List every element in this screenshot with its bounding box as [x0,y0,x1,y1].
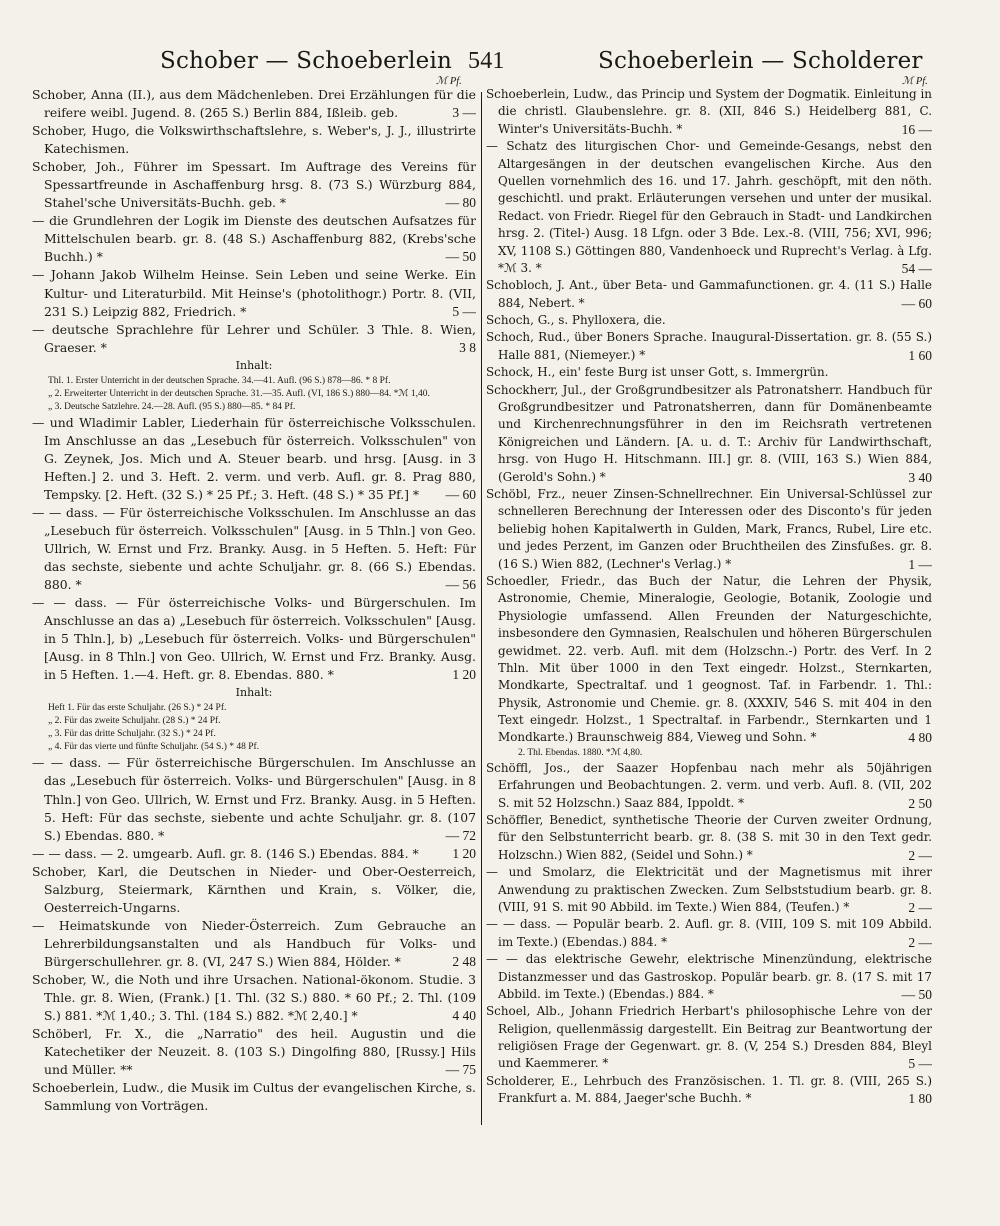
catalog-entry [486,86,932,138]
header-left-title: Schober — Schoeberlein [160,48,453,74]
entry-text: — — dass. — Für österreichische Volksschulen. Im Anschlusse an das „Lesebuch für österreich. Volksschulen" [Ausg. in 5 Thln.] von Geo. Ullrich, W. Ernst und Frz. Branky. Ausg. in 5 Heften. 5. Heft: Für das sechste, siebente und achte Schuljahr. gr. 8. (66 S.) Ebendas. 880. * [32,504,476,593]
catalog-entry [32,321,476,357]
entry-text: — die Grundlehren der Logik im Dienste des deutschen Aufsatzes für Mittelschulen bearb. gr. 8. (48 S.) Aschaffenburg 882, (Krebs'sche Buchh.) * [32,213,476,265]
entry-text: Schoel, Alb., Johann Friedrich Herbart's philosophische Lehre von der Religion, quellenmässig dargestellt. Ein Beitrag zur Beantwortung der religiösen Frage der Gegenwart. gr. 8. (V, 254 S.) Dresden 884, Bleyl und Kaemmerer. * [486,1004,932,1071]
entry-price: 1 80 [903,1090,932,1107]
catalog-entry [486,312,932,329]
entry-text: — Schatz des liturgischen Chor- und Gemeinde-Gesangs, nebst den Altargesängen in der deutschen evangelischen Kirche. Aus den Quellen vornehmlich des 16. und 17. Jahrh. geschöpft, mit den nöth. geschichtl. und prakt. Erläuterungen versehen und unter der musikal. Redact. von Friedr. Riegel für den Gebrauch in Stadt- und Landkirchen hrsg. 2. (Titel-) Ausg. 18 Lfgn. oder 3 Bde. Lex.-8. (VIII, 756; XVI, 996; XV, 1108 S.) Göttingen 880, Vandenhoeck und Ruprecht's Verlag. à Lfg. *ℳ 3. * [486,139,932,275]
catalog-entry [32,594,476,684]
entry-price: 54 — [897,260,932,277]
entry-price: 2 — [903,899,932,916]
entry-text: Schoch, Rud., über Boners Sprache. Inaugural-Dissertation. gr. 8. (55 S.) Halle 881, (Niemeyer.) * [486,330,932,362]
contents-line: Thl. 1. Erster Unterricht in der deutschen Sprache. 34.—41. Aufl. (96 S.) 878—86. * 8 Pf. [48,375,391,386]
contents-block [486,747,932,760]
entry-price: 5 — [903,1055,932,1072]
left-price-column-header: ℳ Pf. [436,76,462,87]
left-column [32,86,476,1126]
catalog-entry [486,573,932,747]
entry-text: — und Wladimir Labler, Liederhain für österreichische Volksschulen. Im Anschlusse an das „Lesebuch für österreich. Volksschulen" von G. Zeynek, Jos. Mich und A. Steuer bearb. und hrsg. [Ausg. in 3 Heften.] 2. und 3. Heft. 2. verm. und verb. Aufl. gr. 8. Prag 880, Tempsky. [2. Heft. (32 S.) * 25 Pf.; 3. Heft. (48 S.) * 35 Pf.] * [32,414,476,502]
entry-text: — — das elektrische Gewehr, elektrische Minenzündung, elektrische Distanzmesser und das Gastroskop. Populär bearb. gr. 8. (17 S. mit 17 Abbild. im Texte.) (Ebendas.) 884. * [486,952,932,1001]
catalog-entry [32,917,476,971]
catalog-entry [32,266,476,320]
header-right-title: Schoeberlein — Scholderer [598,48,923,74]
entry-price: 2 — [903,934,932,951]
contents-line: Heft 1. Für das erste Schuljahr. (26 S.) * 24 Pf. [48,703,227,714]
contents-line: „ 3. Für das dritte Schuljahr. (32 S.) * 24 Pf. [48,729,216,740]
catalog-entry [486,364,932,381]
entry-price: 2 48 [447,953,476,971]
catalog-entry [32,122,476,158]
entry-price: 1 — [903,556,932,573]
catalog-entry [32,414,476,504]
entry-text: Schoeberlein, Ludw., das Princip und System der Dogmatik. Einleitung in die christl. Glaubenslehre. gr. 8. (XII, 846 S.) Heidelberg 881, C. Winter's Universitäts-Buchh. * [486,87,932,136]
entry-text: Schöberl, Fr. X., die „Narratio" des heil. Augustin und die Katechetiker der Neuzeit. 8. (103 S.) Dingolfing 880, [Russy.] Hils und Müller. ** [32,1026,476,1078]
entry-price: 16 — [897,121,932,138]
entry-price: 2 — [903,847,932,864]
contents-block [32,357,476,414]
catalog-entry [486,1003,932,1073]
entry-price: — 60 [441,486,476,504]
entry-text: Schober, Hugo, die Volkswirthschaftslehre, s. Weber's, J. J., illustrirte Katechismen. [32,123,476,157]
entry-text: Schock, H., ein' feste Burg ist unser Gott, s. Immergrün. [486,365,829,380]
catalog-entry [486,760,932,812]
entry-price: 1 60 [903,347,932,364]
catalog-entry [32,212,476,266]
entry-text: Schober, Karl, die Deutschen in Nieder- und Ober-Oesterreich, Salzburg, Steiermark, Kärnthen und Krain, s. Völker, die, Oesterreich-Ungarns. [32,863,476,915]
catalog-entry [32,1025,476,1079]
catalog-entry [32,971,476,1025]
catalog-entry [32,863,476,917]
entry-text: — Johann Jakob Wilhelm Heinse. Sein Leben und seine Werke. Ein Kultur- und Literaturbild. Mit Heinse's (photolithogr.) Portr. 8. (VII, 231 S.) Leipzig 882, Friedrich. * [32,267,476,319]
running-header [0,48,1000,80]
entry-price: 5 — [447,303,476,321]
entry-price: 3 40 [903,469,932,486]
entry-text: Schober, W., die Noth und ihre Ursachen. National-ökonom. Studie. 3 Thle. gr. 8. Wien, (Frank.) [1. Thl. (32 S.) 880. * 60 Pf.; 2. Thl. (109 S.) 881. *ℳ 1,40.; 3. Thl. (184 S.) 882. *ℳ 2,40.] * [32,971,476,1024]
entry-text: Schoeberlein, Ludw., die Musik im Cultus der evangelischen Kirche, s. Sammlung von Vorträgen. [32,1080,476,1114]
contents-line: „ 2. Für das zweite Schuljahr. (28 S.) * 24 Pf. [48,716,221,727]
entry-text: Schobloch, J. Ant., über Beta- und Gammafunctionen. gr. 4. (11 S.) Halle 884, Nebert. * [486,278,932,310]
entry-text: Schöffler, Benedict, synthetische Theorie der Curven zweiter Ordnung, für den Selbstunterricht bearb. gr. 8. (38 S. mit 30 in den Text gedr. Holzschn.) Wien 882, (Seidel und Sohn.) * [486,813,932,862]
entry-price: — 72 [441,827,476,845]
entry-price: — 60 [897,295,932,312]
catalog-entry [486,329,932,364]
entry-text: Schober, Joh., Führer im Spessart. Im Auftrage des Vereins für Spessartfreunde in Aschaffenburg hrsg. 8. (73 S.) Würzburg 884, Stahel'sche Universitäts-Buchh. geb. * [32,159,476,211]
catalog-entry [32,504,476,594]
entry-text: — — dass. — Populär bearb. 2. Aufl. gr. 8. (VIII, 109 S. mit 109 Abbild. im Texte.) (Ebendas.) 884. * [486,917,932,949]
catalog-entry [486,864,932,916]
entry-text: — und Smolarz, die Elektricität und der Magnetismus mit ihrer Anwendung zu praktischen Zwecken. Zum Selbststudium bearb. gr. 8. (VIII, 91 S. mit 90 Abbild. im Texte.) Wien 884, (Teufen.) * [486,865,932,914]
entry-text: Schoedler, Friedr., das Buch der Natur, die Lehren der Physik, Astronomie, Chemie, Mineralogie, Geologie, Botanik, Zoologie und Physiologie umfassend. Allen Freunden der Naturgeschichte, insbesondere den Gymnasien, Realschulen und höheren Bürgerschulen gewidmet. 22. verb. Aufl. mit dem (Holzschn.-) Portr. des Verf. In 2 Thln. Mit über 1000 in den Text eingedr. Holzst., Sternkarten, Mondkarte, Spectraltaf. und 1 geognost. Taf. in Farbendr. 1. Thl.: Physik, Astronomie und Chemie. gr. 8. (XXXIV, 546 S. mit 404 in den Text eingedr. Holzst., 1 Spectraltaf. in Farbendr., Sternkarten und 1 Mondkarte.) Braunschweig 884, Vieweg und Sohn. * [486,573,932,745]
catalog-entry [486,1073,932,1108]
entry-text: — deutsche Sprachlehre für Lehrer und Schüler. 3 Thle. 8. Wien, Graeser. * [32,321,476,355]
catalog-entry [32,158,476,212]
entry-price: — 50 [441,248,476,266]
contents-line: „ 3. Deutsche Satzlehre. 24.—28. Aufl. (95 S.) 880—85. * 84 Pf. [48,401,296,412]
entry-text: Schober, Anna (II.), aus dem Mädchenleben. Drei Erzählungen für die reifere weibl. Jugend. 8. (265 S.) Berlin 884, Ißleib. geb. [32,87,476,121]
entry-price: 1 20 [447,845,476,863]
entry-price: 4 40 [447,1007,476,1025]
catalog-entry [486,916,932,951]
entry-price: 4 80 [903,729,932,746]
entry-text: Schockherr, Jul., der Großgrundbesitzer als Patronatsherr. Handbuch für Großgrundbesitzer und Patronatsherren, dann für Domänenbeamte und Kirchenrechnungsführer in den im Reichsrath vertretenen Königreichen und Ländern. [A. u. d. T.: Archiv für Landwirthschaft, hrsg. von Hugo H. Hitschmann. III.] gr. 8. (VIII, 163 S.) Wien 884, (Gerold's Sohn.) * [486,382,932,484]
entry-text: Schoch, G., s. Phylloxera, die. [486,313,666,328]
catalog-entry [32,1079,476,1115]
catalog-entry [486,138,932,277]
contents-block [32,684,476,754]
catalog-entry [32,845,476,863]
entry-price: — 75 [441,1061,476,1079]
right-column [486,86,932,1126]
contents-line: „ 4. Für das vierte und fünfte Schuljahr. (54 S.) * 48 Pf. [48,742,260,753]
catalog-entry [486,382,932,486]
right-price-column-header: ℳ Pf. [902,76,928,87]
entry-text: Schöbl, Frz., neuer Zinsen-Schnellrechner. Ein Universal-Schlüssel zur schnelleren Berechnung der Interessen oder des Disconto's für jeden beliebig hohen Kapitalwerth in Gulden, Mark, Francs, Rubel, Lire etc. und jedes Perzent, im Ganzen oder Bruchtheilen des Zinsfußes. gr. 8. (16 S.) Wien 882, (Lechner's Verlag.) * [486,486,932,571]
catalog-entry [486,277,932,312]
entry-price: — 50 [897,986,932,1003]
entry-price: 3 8 [454,339,476,357]
entry-price: — 56 [441,576,476,594]
contents-heading: Inhalt: [235,686,273,700]
contents-heading: Inhalt: [235,358,273,372]
entry-text: — Heimatskunde von Nieder-Österreich. Zum Gebrauche an Lehrerbildungsanstalten und als Handbuch für Volks- und Bürgerschullehrer. gr. 8. (VI, 247 S.) Wien 884, Hölder. * [32,917,476,969]
entry-text: — — dass. — Für österreichische Bürgerschulen. Im Anschlusse an das „Lesebuch für österreich. Volks- und Bürgerschulen" [Ausg. in 8 Thln.] von Geo. Ullrich, W. Ernst und Frz. Branky. Ausg. in 5 Heften. 5. Heft: Für das sechste, siebente und achte Schuljahr. gr. 8. (107 S.) Ebendas. 880. * [32,755,476,843]
contents-line: „ 2. Erweiterter Unterricht in der deutschen Sprache. 31.—35. Aufl. (VI, 186 S.) 880—84. *ℳ 1,40. [48,388,430,399]
entry-price: — 80 [441,194,476,212]
entry-price: 2 50 [903,795,932,812]
catalog-entry [486,812,932,864]
entry-price: 3 — [447,104,476,122]
catalog-entry [486,486,932,573]
catalog-entry [32,754,476,844]
entry-text: — — dass. — 2. umgearb. Aufl. gr. 8. (146 S.) Ebendas. 884. * [32,845,419,861]
column-divider [481,92,482,1125]
entry-text: — — dass. — Für österreichische Volks- und Bürgerschulen. Im Anschlusse an das a) „Lesebuch für österreich. Volksschulen" [Ausg. in 5 Thln.], b) „Lesebuch für österreich. Volks- und Bürgerschulen" [Ausg. in 8 Thln.] von Geo. Ullrich, W. Ernst und Frz. Branky. Ausg. in 5 Heften. 1.—4. Heft. gr. 8. Ebendas. 880. * [32,595,476,683]
entry-text: Schöffl, Jos., der Saazer Hopfenbau nach mehr als 50jährigen Erfahrungen und Beobachtungen. 2. verm. und verb. Aufl. 8. (VII, 202 S. mit 52 Holzschn.) Saaz 884, Ippoldt. * [486,760,932,810]
entry-text: Scholderer, E., Lehrbuch des Französischen. 1. Tl. gr. 8. (VIII, 265 S.) Frankfurt a. M. 884, Jaeger'sche Buchh. * [486,1073,932,1106]
catalog-entry [32,86,476,122]
contents-line: 2. Thl. Ebendas. 1880. *ℳ 4,80. [518,747,643,758]
page-number: 541 [468,48,505,74]
catalog-entry [486,951,932,1003]
entry-price: 1 20 [447,666,476,684]
